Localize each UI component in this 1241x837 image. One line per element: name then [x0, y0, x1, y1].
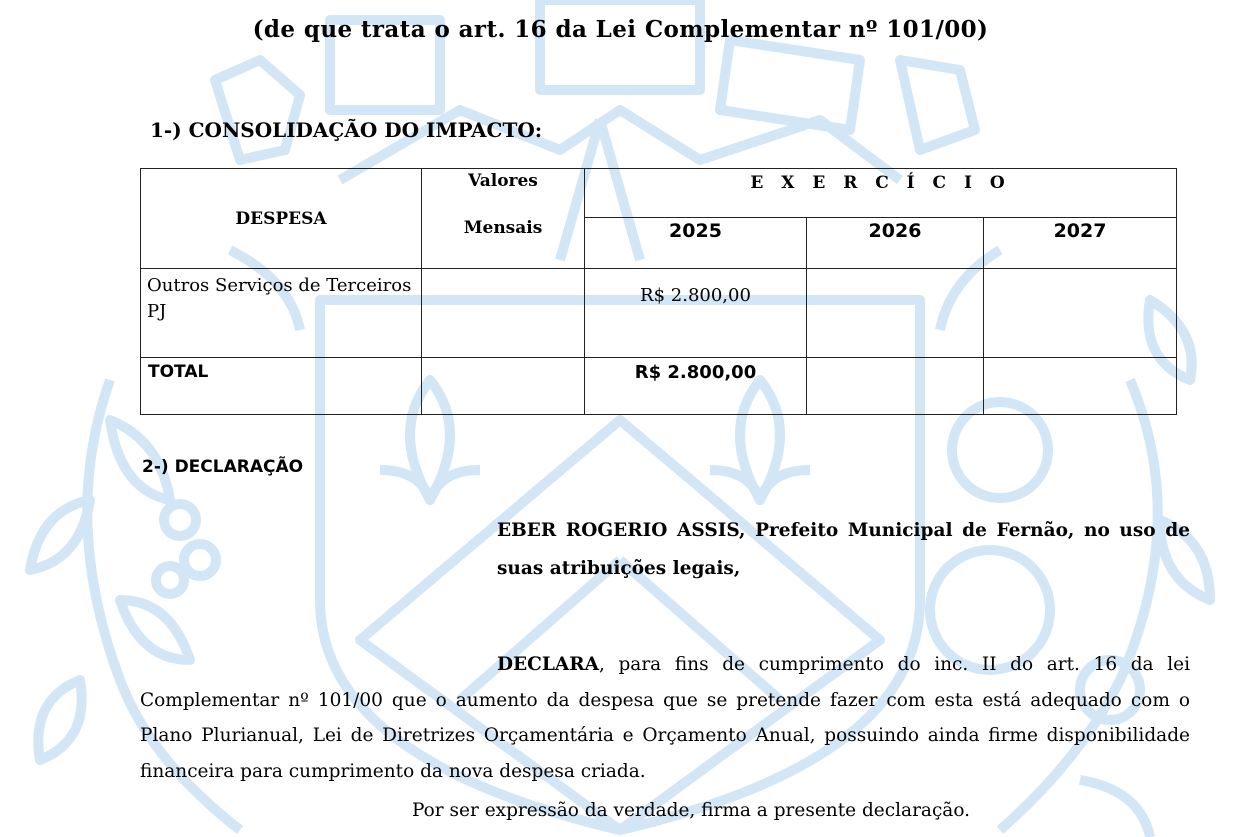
- total-row: [141, 358, 1177, 415]
- total-valores-mensais: [422, 358, 585, 415]
- table-row: [141, 269, 1177, 358]
- impact-table: [140, 168, 1177, 415]
- column-header-despesa: DESPESA: [141, 169, 422, 269]
- declarant-paragraph: EBER ROGERIO ASSIS, Prefeito Municipal de Fernão, no uso de suas atribuições legais,: [497, 520, 1190, 579]
- value-2027-cell: [984, 269, 1177, 358]
- total-label: TOTAL: [141, 358, 422, 415]
- section-1-title: 1-) CONSOLIDAÇÃO DO IMPACTO:: [150, 118, 543, 142]
- year-header-2027: 2027: [984, 218, 1177, 269]
- total-2026: [807, 358, 984, 415]
- declara-word: DECLARA: [497, 654, 599, 675]
- section-2-title: 2-) DECLARAÇÃO: [142, 457, 304, 477]
- total-2025: R$ 2.800,00: [585, 358, 807, 415]
- declaration-paragraph: [140, 647, 1190, 789]
- year-header-2026: 2026: [807, 218, 984, 269]
- despesa-cell: Outros Serviços de Terceiros PJ: [141, 269, 422, 358]
- total-2027: [984, 358, 1177, 415]
- closing-statement: Por ser expressão da verdade, firma a presente declaração.: [411, 800, 971, 821]
- document-heading: (de que trata o art. 16 da Lei Complementar nº 101/00): [252, 16, 989, 43]
- year-header-2025: 2025: [585, 218, 807, 269]
- valores-label-line1: Valores: [468, 171, 538, 191]
- column-header-valores-mensais: [422, 169, 585, 269]
- declaration-text: , para fins de cumprimento do inc. II do art. 16 da lei Complementar nº 101/00 que o aumento da despesa que se pretende fazer com esta está adequado com o Plano Plurianual, Lei de Diretrizes Orçamentária e Orçamento Anual, possuindo ainda firme disponibilidade financeira para cumprimento da nova despesa criada.: [140, 654, 1190, 782]
- value-2025-cell: R$ 2.800,00: [585, 269, 807, 358]
- value-2026-cell: [807, 269, 984, 358]
- valores-mensais-cell: [422, 269, 585, 358]
- column-header-exercicio: E X E R C Í C I O: [585, 169, 1177, 218]
- valores-label-line2: Mensais: [463, 218, 543, 238]
